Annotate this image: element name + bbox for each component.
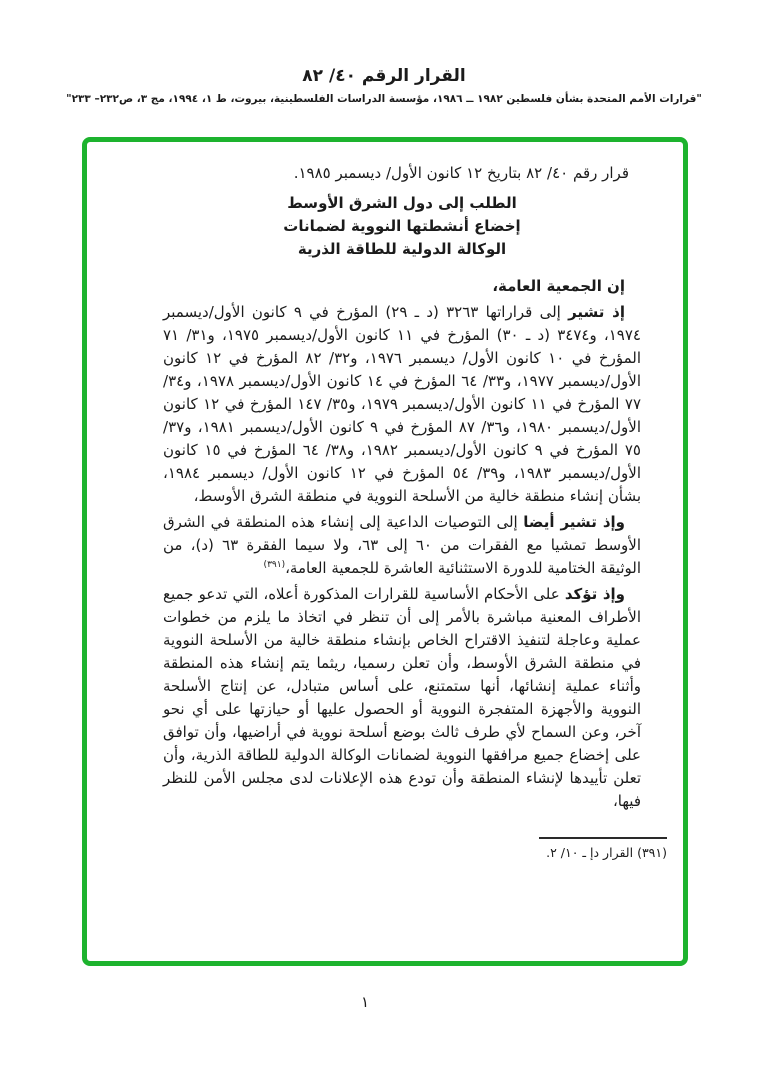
resolution-heading-line: قرار رقم ٤٠/ ٨٢ بتاريخ ١٢ كانون الأول/ ديسمبر ١٩٨٥. (293, 164, 629, 182)
source-citation-line: "قرارات الأمم المتحدة بشأن فلسطين ١٩٨٢ ــ ١٩٨٦، مؤسسة الدراسات الفلسطينية، بيروت، ط ١، ١٩٩٤، مج ٣، ص٢٣٢– ٢٣٣" (66, 93, 702, 105)
paragraph-recalling (163, 301, 641, 508)
paragraph-lead: وإذ تشير أيضا (523, 513, 625, 531)
subtitle-line-2: إخضاع أنشطتها النووية لضمانات (283, 217, 521, 235)
paragraph-text: إلى قراراتها ٣٢٦٣ (د ـ ٢٩) المؤرخ في ٩ كانون الأول/ديسمبر ١٩٧٤، و٣٤٧٤ (د ـ ٣٠) المؤرخ في ١١ كانون الأول/ديسمبر ١٩٧٥، و٣١/ ٧١ المؤرخ في ١٠ كانون الأول/ ديسمبر ١٩٧٦، و٣٢/ ٨٢ المؤرخ في ١٢ كانون الأول/ديسمبر ١٩٧٧، و٣٣/ ٦٤ المؤرخ في ١٤ كانون الأول/ديسمبر ١٩٧٨، و٣٤/ ٧٧ المؤرخ في ١١ كانون الأول/ديسمبر ١٩٧٩، و٣٥/ ١٤٧ المؤرخ في ١٢ كانون الأول/ديسمبر ١٩٨٠، و٣٦/ ٨٧ المؤرخ في ٩ كانون الأول/ديسمبر ١٩٨١، و٣٧/ ٧٥ المؤرخ في ٩ كانون الأول/ديسمبر ١٩٨٢، و٣٨/ ٦٤ المؤرخ في ١٥ كانون الأول/ديسمبر ١٩٨٣، و٣٩/ ٥٤ المؤرخ في ١٢ كانون الأول/ ديسمبر ١٩٨٤، بشأن إنشاء منطقة خالية من الأسلحة النووية في منطقة الشرق الأوسط، (163, 303, 642, 505)
paragraph-text: على الأحكام الأساسية للقرارات المذكورة أعلاه، التي تدعو جميع الأطراف المعنية مباشرة بالأمر إلى أن تنظر في اتخاذ ما يلزم من خطوات عملية وعاجلة لتنفيذ الاقتراح الخاص بإنشاء منطقة خالية من الأسلحة النووية في منطقة الشرق الأوسط، وأن تعلن رسميا، ريثما يتم إنشاء هذه المنطقة وأثناء عملية إنشائها، أنها ستمتنع، على أساس متبادل، عن إنتاج الأسلحة النووية والأجهزة المتفجرة النووية أو الحصول عليها أو حيازتها على أي نحو آخر، وعن السماح لأي طرف ثالث بوضع أسلحة نووية في أراضيها، وأن توافق على إخضاع جميع مرافقها النووية لضمانات الوكالة الدولية للطاقة الذرية، وأن تعلن تأييدها لإنشاء المنطقة وأن تودع هذه الإعلانات لدى مجلس الأمن للنظر فيها، (163, 585, 641, 810)
paragraph-recalling-also (163, 511, 641, 580)
paragraph-preamble (163, 275, 641, 298)
paragraph-text: إلى التوصيات الداعية إلى إنشاء هذه المنطقة في الشرق الأوسط تمشيا مع الفقرات من ٦٠ إلى ٦٣، ولا سيما الفقرة ٦٣ (د)، من الوثيقة الختامية للدورة الاستثنائية العاشرة للجمعية العامة، (163, 513, 642, 577)
footnote-divider-rule (539, 837, 667, 839)
resolution-subtitle (163, 192, 641, 261)
resolution-number-title: القرار الرقم ٤٠/ ٨٢ (302, 66, 466, 86)
page-number: ١ (360, 993, 370, 1011)
footnote-block (163, 837, 667, 860)
footnote-text (163, 845, 667, 860)
green-frame-box (82, 137, 688, 966)
footnote-body: القرار دإ ـ ١٠/ ٢. (546, 845, 634, 860)
subtitle-line-3: الوكالة الدولية للطاقة الذرية (297, 240, 507, 258)
paragraph-emphasizing (163, 583, 641, 813)
paragraph-lead: إذ تشير (568, 303, 625, 321)
paragraph-lead: وإذ تؤكد (564, 585, 625, 603)
footnote-reference: (٣٩١) (263, 560, 286, 570)
subtitle-line-1: الطلب إلى دول الشرق الأوسط (287, 194, 517, 212)
paragraph-lead: إن الجمعية العامة، (492, 277, 625, 295)
footnote-marker: (٣٩١) (637, 845, 667, 860)
page-header (0, 0, 768, 105)
